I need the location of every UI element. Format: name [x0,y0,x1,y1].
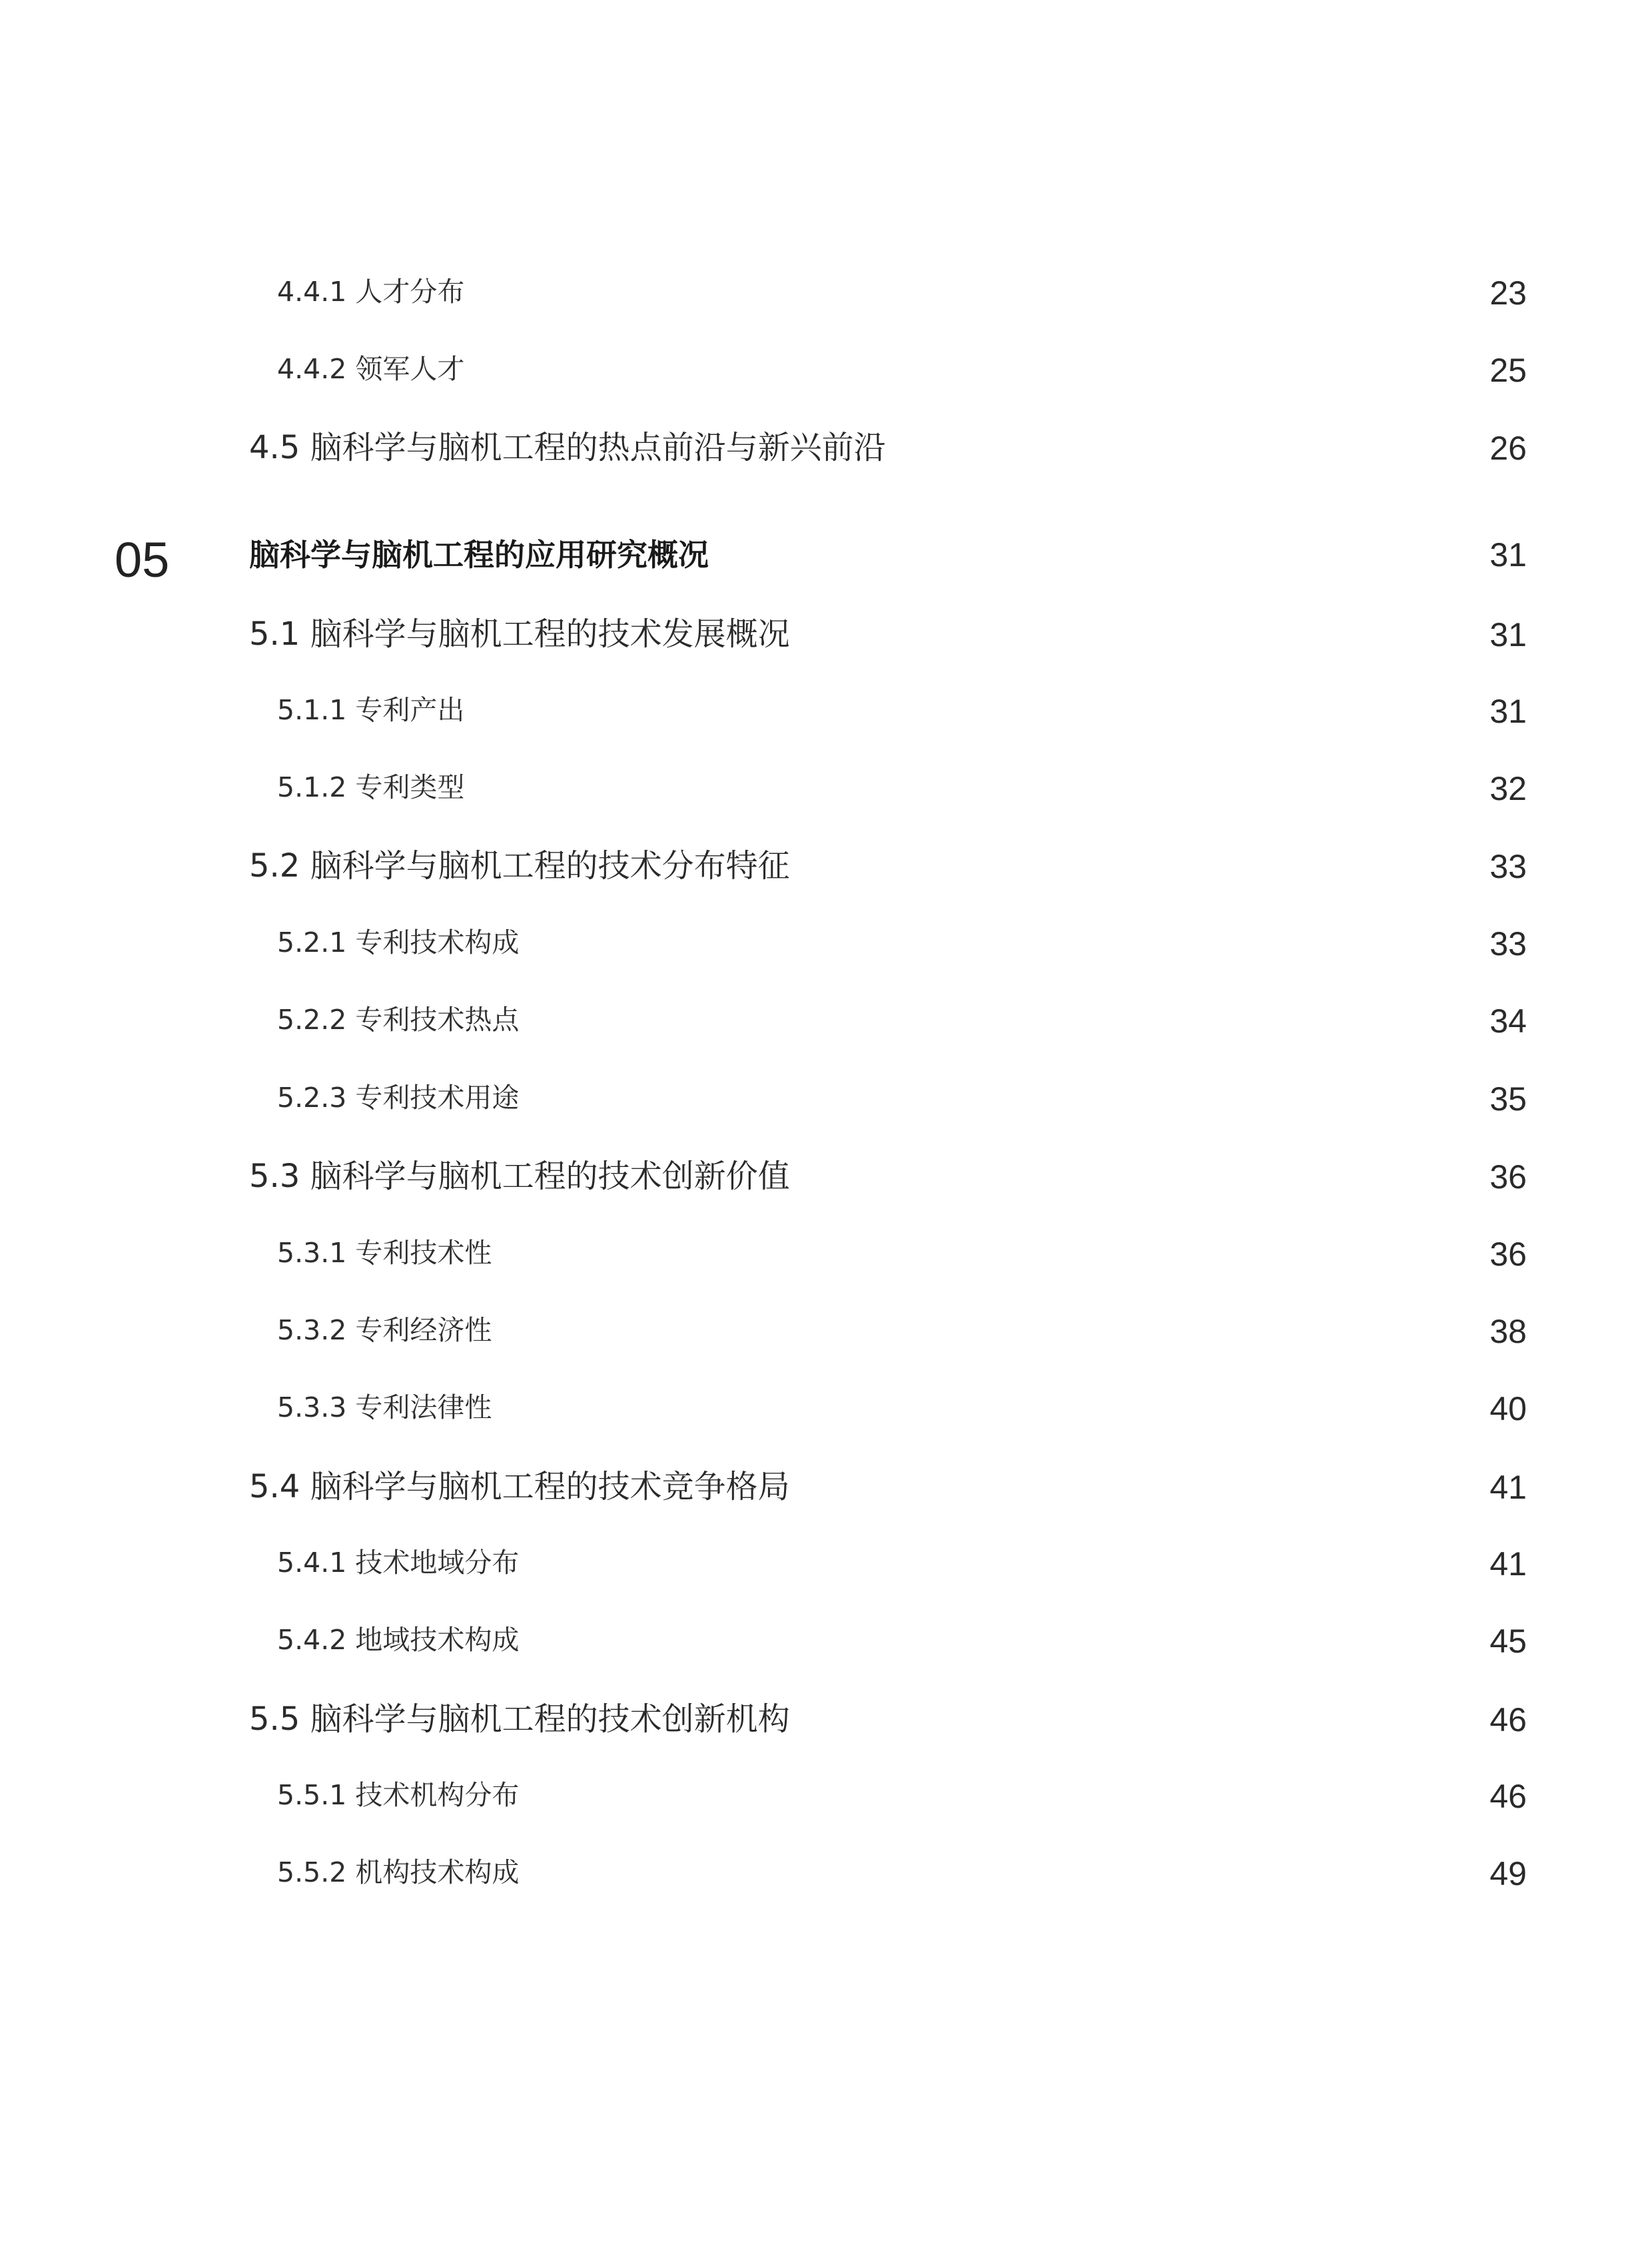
toc-entry-page: 23 [1489,274,1527,312]
toc-entry-label: 5.4.1 技术地域分布 [277,1547,520,1579]
toc-entry-page: 26 [1489,430,1527,467]
toc-entry-label: 5.2.3 专利技术用途 [277,1082,520,1114]
toc-entry-page: 25 [1489,352,1527,389]
toc-entry-page: 46 [1489,1701,1527,1738]
toc-entry-page: 35 [1489,1080,1527,1118]
toc-entry-label: 5.5 脑科学与脑机工程的技术创新机构 [249,1700,790,1738]
toc-entry-page: 33 [1489,848,1527,885]
toc-entry-label: 5.4.2 地域技术构成 [277,1624,520,1656]
toc-entry-label: 5.5.2 机构技术构成 [277,1856,520,1888]
toc-entry-page: 36 [1489,1158,1527,1196]
toc-entry-page: 31 [1489,693,1527,730]
toc-entry-label: 5.2.2 专利技术热点 [277,1004,520,1036]
toc-entry-page: 41 [1489,1469,1527,1506]
toc-entry-page: 49 [1489,1855,1527,1892]
toc-entry-label: 4.4.2 领军人才 [277,353,465,385]
toc-entry-page: 41 [1489,1545,1527,1583]
toc-entry-label: 5.3.1 专利技术性 [277,1237,492,1269]
toc-entry-page: 32 [1489,770,1527,807]
chapter-number: 05 [115,532,170,587]
toc-entry-label: 4.4.1 人才分布 [277,276,465,308]
toc-entry-label: 5.3 脑科学与脑机工程的技术创新价值 [249,1158,790,1195]
toc-entry-label: 5.3.2 专利经济性 [277,1314,492,1346]
toc-entry-label: 4.5 脑科学与脑机工程的热点前沿与新兴前沿 [249,429,886,466]
toc-entry-label: 5.1.1 专利产出 [277,694,465,726]
toc-entry-page: 46 [1489,1778,1527,1815]
toc-entry-page: 38 [1489,1313,1527,1350]
toc-chapter-title: 脑科学与脑机工程的应用研究概况 [249,537,709,573]
toc-entry-page: 36 [1489,1236,1527,1273]
toc-entry-page: 31 [1489,536,1527,573]
toc-entry-label: 5.5.1 技术机构分布 [277,1779,520,1811]
toc-entry-label: 5.4 脑科学与脑机工程的技术竞争格局 [249,1468,790,1505]
toc-entry-page: 33 [1489,925,1527,962]
toc-entry-label: 5.1 脑科学与脑机工程的技术发展概况 [249,615,790,653]
toc-entry-label: 5.1.2 专利类型 [277,771,465,803]
toc-entry-page: 34 [1489,1002,1527,1040]
toc-entry-label: 5.2.1 专利技术构成 [277,927,520,958]
toc-entry-page: 31 [1489,616,1527,653]
toc-entry-label: 5.2 脑科学与脑机工程的技术分布特征 [249,847,790,885]
toc-entry-label: 5.3.3 专利法律性 [277,1391,492,1423]
toc-entry-page: 40 [1489,1390,1527,1427]
toc-entry-page: 45 [1489,1623,1527,1660]
